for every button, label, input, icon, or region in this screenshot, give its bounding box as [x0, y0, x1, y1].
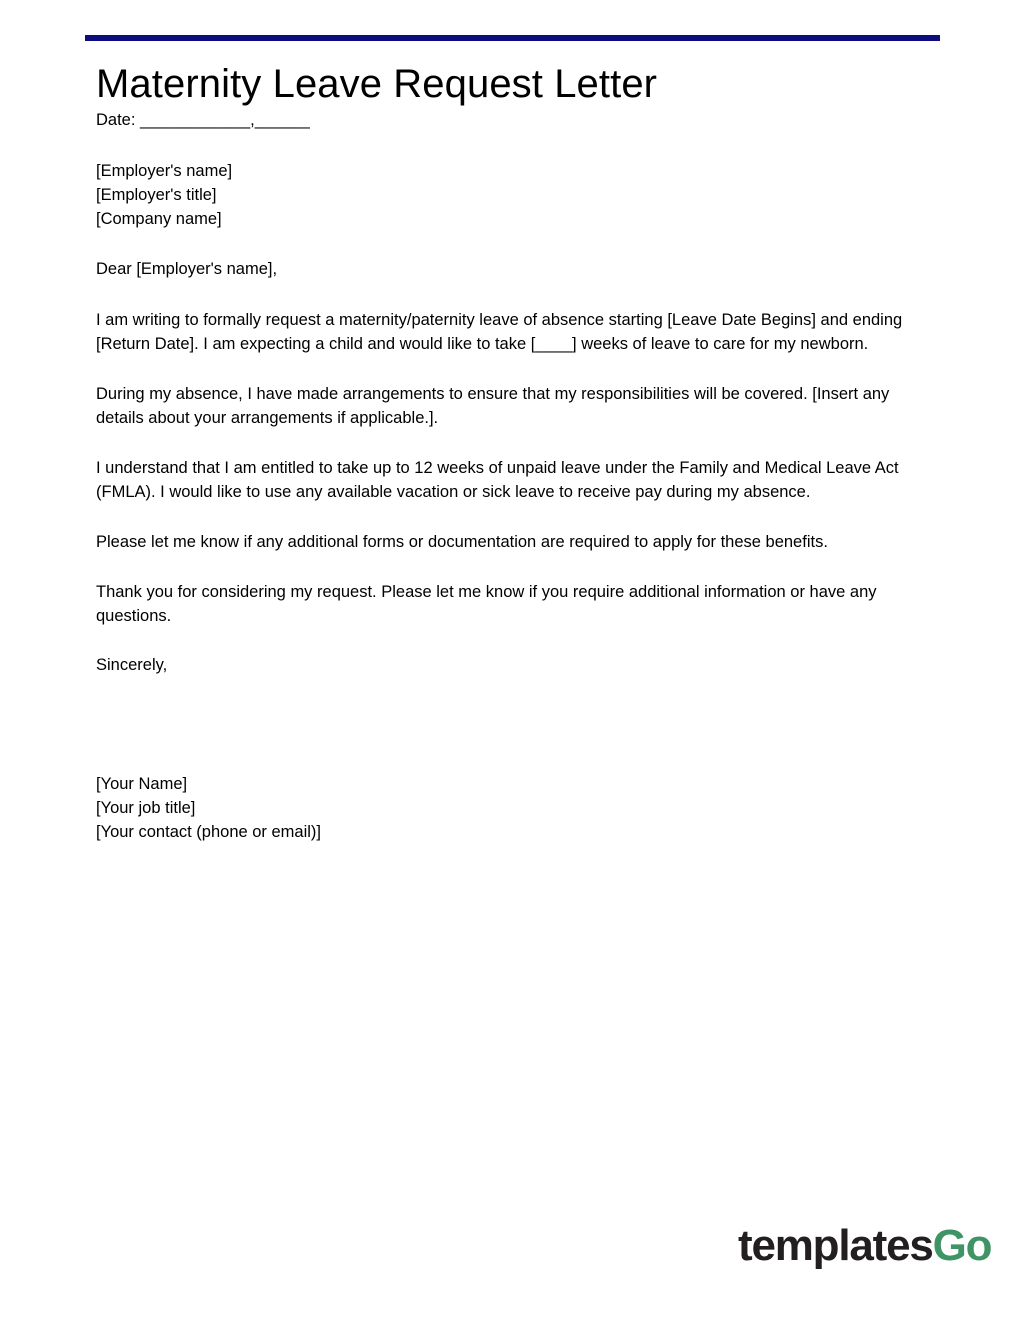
- signature-your-contact[interactable]: [Your contact (phone or email)]: [96, 823, 322, 842]
- body-paragraph-1[interactable]: I am writing to formally request a maternity/paternity leave of absence starting [Leave Date Begins] and ending [Return Date]. I am expecting a child and would like to take [____] weeks of leave to care for my newborn.: [96, 311, 903, 354]
- signature-your-name[interactable]: [Your Name]: [96, 775, 188, 794]
- closing-line: Sincerely,: [96, 656, 168, 675]
- signature-your-job-title[interactable]: [Your job title]: [96, 799, 196, 818]
- body-paragraph-3[interactable]: I understand that I am entitled to take up to 12 weeks of unpaid leave under the Family and Medical Leave Act (FMLA). I would like to use any available vacation or sick leave to receive pay during my absence.: [96, 459, 899, 502]
- salutation-line[interactable]: Dear [Employer's name],: [96, 260, 278, 279]
- page-title: Maternity Leave Request Letter: [96, 62, 658, 106]
- templatesgo-logo[interactable]: [738, 1221, 992, 1270]
- logo-text-go: Go: [932, 1221, 992, 1270]
- header-accent-rule: [85, 35, 940, 41]
- recipient-employer-name[interactable]: [Employer's name]: [96, 161, 233, 180]
- logo-text-templates: templates: [738, 1221, 933, 1270]
- signature-block: [96, 773, 932, 845]
- body-paragraph-5[interactable]: Thank you for considering my request. Please let me know if you require additional information or have any questions.: [96, 583, 877, 626]
- recipient-company-name[interactable]: [Company name]: [96, 209, 222, 228]
- letter-body: [96, 62, 932, 845]
- body-paragraph-4[interactable]: Please let me know if any additional forms or documentation are required to apply for these benefits.: [96, 533, 828, 552]
- recipient-employer-title[interactable]: [Employer's title]: [96, 185, 217, 204]
- date-field-line[interactable]: Date: ____________,______: [96, 110, 310, 129]
- body-paragraph-2[interactable]: During my absence, I have made arrangements to ensure that my responsibilities will be covered. [Insert any details about your arrangements if applicable.].: [96, 385, 890, 428]
- recipient-address-block: [96, 160, 932, 232]
